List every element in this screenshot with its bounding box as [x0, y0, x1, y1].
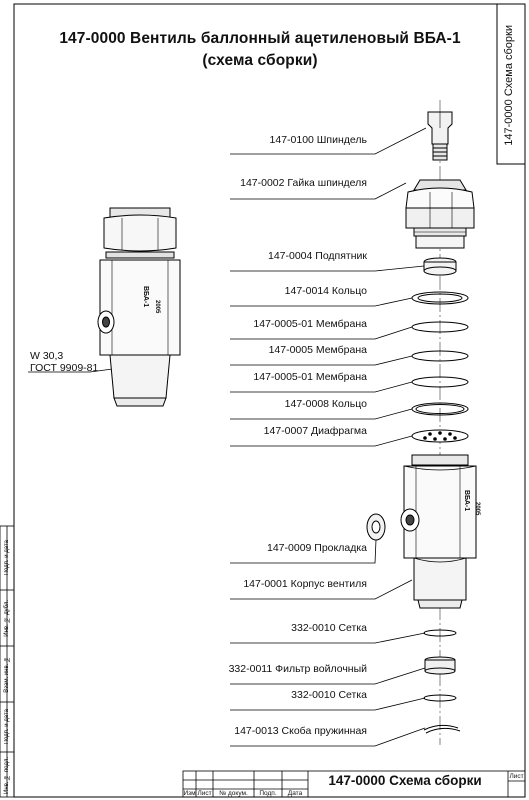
part-label: 147-0002 Гайка шпинделя: [240, 177, 367, 189]
title-line-1: 147-0000 Вентиль баллонный ацетиленовый ВБА-1: [59, 30, 461, 47]
thread-note: [30, 350, 98, 374]
valve-body-shape: [401, 455, 476, 608]
part-label: 147-0004 Подпятник: [267, 250, 367, 262]
part-label: 147-0014 Кольцо: [284, 285, 367, 297]
tb-col-sheet: Лист: [197, 790, 212, 797]
tb-sheet-label: Лист: [509, 773, 524, 780]
part-label: 147-0005-01 Мембрана: [253, 371, 367, 383]
side-title-text: 147-0000 Схема сборки: [503, 24, 515, 146]
thrust-washer-shape: [424, 258, 456, 275]
left-strip-cell: Инв. № дубл.: [4, 599, 10, 637]
left-strip-cell: Подп. и дата: [4, 709, 10, 745]
part-label: 147-0008 Кольцо: [284, 398, 367, 410]
part-label: 332-0010 Сетка: [291, 622, 367, 634]
body-marking-year: 2005: [474, 502, 480, 516]
assembled-valve-shape: [98, 208, 180, 406]
thread-standard: ГОСТ 9909-81: [30, 362, 99, 374]
drawing-title: [40, 28, 480, 72]
title-block-name: 147-0000 Схема сборки: [328, 773, 482, 788]
spindle-nut-shape: [406, 180, 474, 248]
body-marking-model: ВБА-1: [463, 490, 470, 512]
left-strip-cell: Инв. № подл.: [4, 756, 10, 794]
spindle-shape: [428, 112, 452, 160]
part-label: 147-0007 Диафрагма: [263, 425, 367, 437]
felt-filter-shape: [425, 657, 455, 674]
part-label: 147-0009 Прокладка: [267, 542, 367, 554]
tb-col-change: Изм: [183, 790, 196, 797]
gasket-shape: [367, 514, 385, 540]
part-label: 147-0001 Корпус вентиля: [243, 578, 367, 590]
leader-lines: [28, 128, 426, 746]
left-strip-cell: Взам. инв. №: [4, 655, 10, 693]
assembled-marking-model: ВБА-1: [142, 286, 149, 308]
left-strip-cell: Подп. и дата: [4, 540, 10, 576]
diaphragm-shape: [412, 430, 468, 442]
part-label: 332-0010 Сетка: [291, 689, 367, 701]
part-label: 332-0011 Фильтр войлочный: [228, 663, 367, 675]
part-label: 147-0013 Скоба пружинная: [234, 725, 367, 737]
spring-clip-shape: [424, 725, 460, 733]
assembled-marking-year: 2005: [154, 300, 160, 314]
tb-col-sign: Подп.: [259, 790, 277, 797]
thread-size: W 30,3: [30, 350, 64, 362]
side-title: [497, 10, 521, 160]
part-label: 147-0005 Мембрана: [268, 344, 367, 356]
tb-col-date: Дата: [287, 790, 303, 797]
part-label: 147-0005-01 Мембрана: [253, 318, 367, 330]
title-line-2: (схема сборки): [202, 52, 318, 69]
part-label: 147-0100 Шпиндель: [269, 134, 367, 146]
tb-col-doc: № докум.: [219, 790, 248, 797]
